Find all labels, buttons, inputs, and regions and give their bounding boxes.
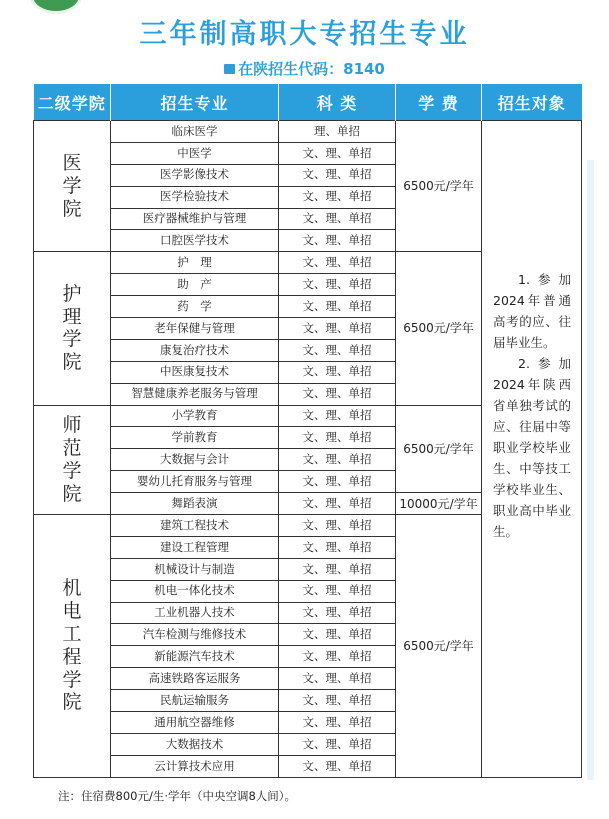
major-cell: 建筑工程技术 [111, 515, 279, 537]
major-cell: 康复治疗技术 [111, 339, 279, 361]
category-cell: 理、单招 [279, 121, 396, 143]
category-cell: 文、理、单招 [279, 186, 396, 208]
college-cell [34, 405, 111, 514]
table-body [34, 121, 582, 778]
category-cell: 文、理、单招 [279, 164, 396, 186]
major-cell: 建设工程管理 [111, 536, 279, 558]
header-college: 二级学院 [34, 84, 111, 121]
side-decoration [587, 160, 594, 780]
target-cell [482, 121, 582, 778]
category-cell: 文、理、单招 [279, 646, 396, 668]
header-major: 招生专业 [111, 84, 279, 121]
category-cell: 文、理、单招 [279, 471, 396, 493]
category-cell: 文、理、单招 [279, 252, 396, 274]
tuition-cell: 10000元/学年 [396, 493, 482, 515]
header-tuition: 学 费 [396, 84, 482, 121]
college-name: 师范学院 [62, 414, 82, 505]
category-cell: 文、理、单招 [279, 580, 396, 602]
major-cell: 大数据技术 [111, 733, 279, 755]
major-cell: 小学教育 [111, 405, 279, 427]
enrollment-code-text: 在陕招生代码：8140 [238, 60, 385, 78]
major-cell: 护 理 [111, 252, 279, 274]
major-cell: 药 学 [111, 296, 279, 318]
table-header-row [34, 84, 582, 121]
major-cell: 工业机器人技术 [111, 602, 279, 624]
category-cell: 文、理、单招 [279, 142, 396, 164]
major-cell: 机电一体化技术 [111, 580, 279, 602]
category-cell: 文、理、单招 [279, 427, 396, 449]
category-cell: 文、理、单招 [279, 493, 396, 515]
category-cell: 文、理、单招 [279, 296, 396, 318]
major-cell: 中医康复技术 [111, 361, 279, 383]
category-cell: 文、理、单招 [279, 515, 396, 537]
major-cell: 婴幼儿托育服务与管理 [111, 471, 279, 493]
major-cell: 民航运输服务 [111, 690, 279, 712]
major-cell: 老年保健与管理 [111, 318, 279, 340]
major-cell: 医学影像技术 [111, 164, 279, 186]
major-cell: 高速铁路客运服务 [111, 668, 279, 690]
target-paragraph: 1.参加2024年普通高考的应、往届毕业生。 [493, 272, 571, 350]
major-cell: 大数据与会计 [111, 449, 279, 471]
major-cell: 助 产 [111, 274, 279, 296]
tuition-cell: 6500元/学年 [396, 121, 482, 252]
target-paragraph: 2.参加2024年陕西省单独考试的应、往届中等职业学校毕业生、中等技工学校毕业生、职业高中毕业生。 [493, 356, 571, 539]
major-cell: 机械设计与制造 [111, 558, 279, 580]
category-cell: 文、理、单招 [279, 361, 396, 383]
category-cell: 文、理、单招 [279, 449, 396, 471]
major-cell: 智慧健康养老服务与管理 [111, 383, 279, 405]
major-cell: 医学检验技术 [111, 186, 279, 208]
category-cell: 文、理、单招 [279, 536, 396, 558]
table-row [34, 121, 582, 143]
footnote: 注：住宿费800元/生·学年（中央空调8人间）。 [58, 789, 297, 803]
major-cell: 中医学 [111, 142, 279, 164]
major-cell: 口腔医学技术 [111, 230, 279, 252]
category-cell: 文、理、单招 [279, 690, 396, 712]
major-cell: 通用航空器维修 [111, 712, 279, 734]
category-cell: 文、理、单招 [279, 558, 396, 580]
category-cell: 文、理、单招 [279, 733, 396, 755]
header-target: 招生对象 [482, 84, 582, 121]
category-cell: 文、理、单招 [279, 668, 396, 690]
category-cell: 文、理、单招 [279, 230, 396, 252]
category-cell: 文、理、单招 [279, 755, 396, 777]
category-cell: 文、理、单招 [279, 383, 396, 405]
category-cell: 文、理、单招 [279, 274, 396, 296]
tuition-cell: 6500元/学年 [396, 252, 482, 405]
category-cell: 文、理、单招 [279, 339, 396, 361]
college-name: 医学院 [62, 151, 82, 220]
category-cell: 文、理、单招 [279, 208, 396, 230]
major-cell: 临床医学 [111, 121, 279, 143]
square-bullet-icon [224, 64, 235, 74]
tuition-cell: 6500元/学年 [396, 515, 482, 778]
major-cell: 云计算技术应用 [111, 755, 279, 777]
category-cell: 文、理、单招 [279, 318, 396, 340]
college-cell [34, 252, 111, 405]
college-cell [34, 515, 111, 778]
major-cell: 新能源汽车技术 [111, 646, 279, 668]
major-cell: 汽车检测与维修技术 [111, 624, 279, 646]
college-name: 机电工程学院 [62, 577, 82, 714]
category-cell: 文、理、单招 [279, 712, 396, 734]
college-cell [34, 121, 111, 252]
tuition-cell: 6500元/学年 [396, 405, 482, 493]
category-cell: 文、理、单招 [279, 602, 396, 624]
header-category: 科 类 [279, 84, 396, 121]
category-cell: 文、理、单招 [279, 624, 396, 646]
college-name: 护理学院 [62, 282, 82, 374]
major-cell: 舞蹈表演 [111, 493, 279, 515]
category-cell: 文、理、单招 [279, 405, 396, 427]
page-title: 三年制高职大专招生专业 [139, 19, 470, 50]
major-cell: 学前教育 [111, 427, 279, 449]
major-cell: 医疗器械维护与管理 [111, 208, 279, 230]
enrollment-code [0, 58, 609, 79]
majors-table [33, 84, 582, 778]
